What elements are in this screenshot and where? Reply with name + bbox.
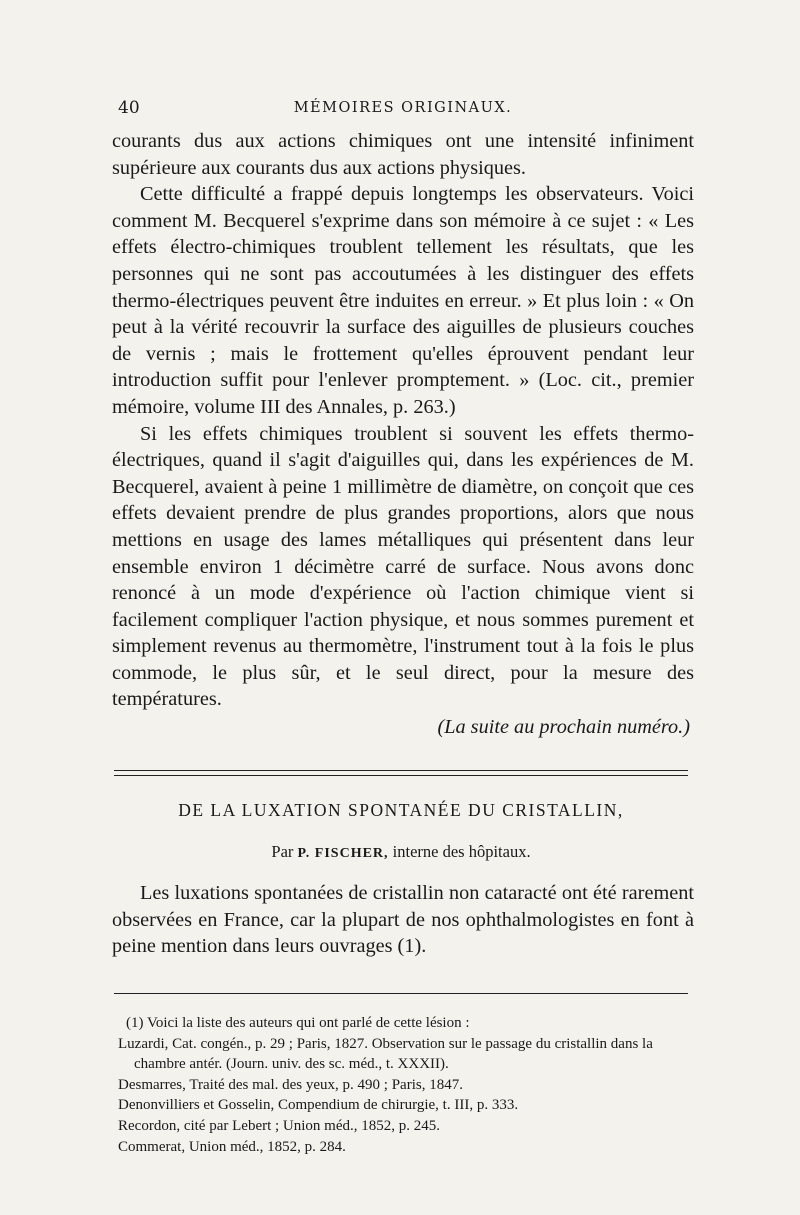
footnote-ref: Recordon, cité par Lebert ; Union méd., 1852, p. 245. (118, 1117, 441, 1134)
footnote-intro: (1) Voici la liste des auteurs qui ont parlé de cette lésion : (126, 1015, 470, 1031)
footnote-ref: Luzardi, Cat. congén., p. 29 ; Paris, 1827. Observation sur le passage du cristallin dans la chambre antér. (Journ. univ. des sc. méd., t. XXXII). (118, 1035, 653, 1073)
running-title: MÉMOIRES ORIGINAUX. (293, 100, 513, 116)
author-name: P. FISCHER, (297, 846, 389, 861)
paragraph-text: Cette difficulté a frappé depuis longtemps les observateurs. Voici comment M. Becquerel s'exprime dans son mémoire à ce sujet : « Les effets électro-chimiques troublent tellement les résultats, que les personnes qui ne sont pas accoutumées à les distinguer des effets thermo-électriques peuvent être induites en erreur. » Et plus loin : « On peut à la vérité recouvrir la surface des aiguilles de plusieurs couches de vernis ; mais le frottement qu'elles éprouvent pendant leur introduction suffit pour l'enlever promptement. » (Loc. cit., premier mémoire, volume III des Annales, p. 263.) (112, 183, 694, 418)
footnote-ref: Commerat, Union méd., 1852, p. 284. (118, 1138, 346, 1155)
byline-prefix: Par (271, 842, 294, 861)
byline-suffix: interne des hôpitaux. (392, 842, 531, 861)
article-byline (112, 842, 690, 862)
page-number: 40 (118, 98, 140, 118)
article-intro (112, 880, 694, 960)
paragraph-chemical-effects (112, 421, 694, 714)
page-header (118, 98, 688, 122)
paragraph-text: Si les effets chimiques troublent si souvent les effets thermo-électriques, quand il s'agit d'aiguilles qui, dans les expériences de M. Becquerel, avaient à peine 1 millimètre de diamètre, on conçoit que ces effets devaient prendre de plus grandes proportions, alors que nous mettions en usage des lames métalliques qui présentent dans leur ensemble environ 1 décimètre carré de surface. Nous avons donc renoncé à un mode d'expérience où l'action chimique vient si facilement compliquer l'action physique, et nous sommes purement et simplement revenus au thermomètre, l'instrument tout à la fois le plus commode, le plus sûr, et le seul direct, pour la mesure des températures. (112, 422, 694, 711)
footnote-ref: Denonvilliers et Gosselin, Compendium de chirurgie, t. III, p. 333. (118, 1097, 519, 1114)
footnotes (118, 1013, 693, 1157)
footnote-ref: Desmarres, Traité des mal. des yeux, p. 490 ; Paris, 1847. (118, 1076, 463, 1093)
to-be-continued: (La suite au prochain numéro.) (437, 716, 690, 738)
main-text (112, 128, 694, 713)
intro-paragraph: Les luxations spontanées de cristallin non cataracté ont été rarement observées en France, car la plupart de nos ophthalmologistes en font à peine mention dans leurs ouvrages (1). (112, 882, 694, 958)
footnote-rule (114, 993, 688, 994)
paragraph-continuation: courants dus aux actions chimiques ont une intensité infiniment supérieure aux courants dus aux actions physiques. (112, 130, 694, 179)
section-divider (114, 770, 688, 776)
article-title: DE LA LUXATION SPONTANÉE DU CRISTALLIN, (178, 800, 624, 820)
paragraph-becquerel-quote (112, 181, 694, 420)
